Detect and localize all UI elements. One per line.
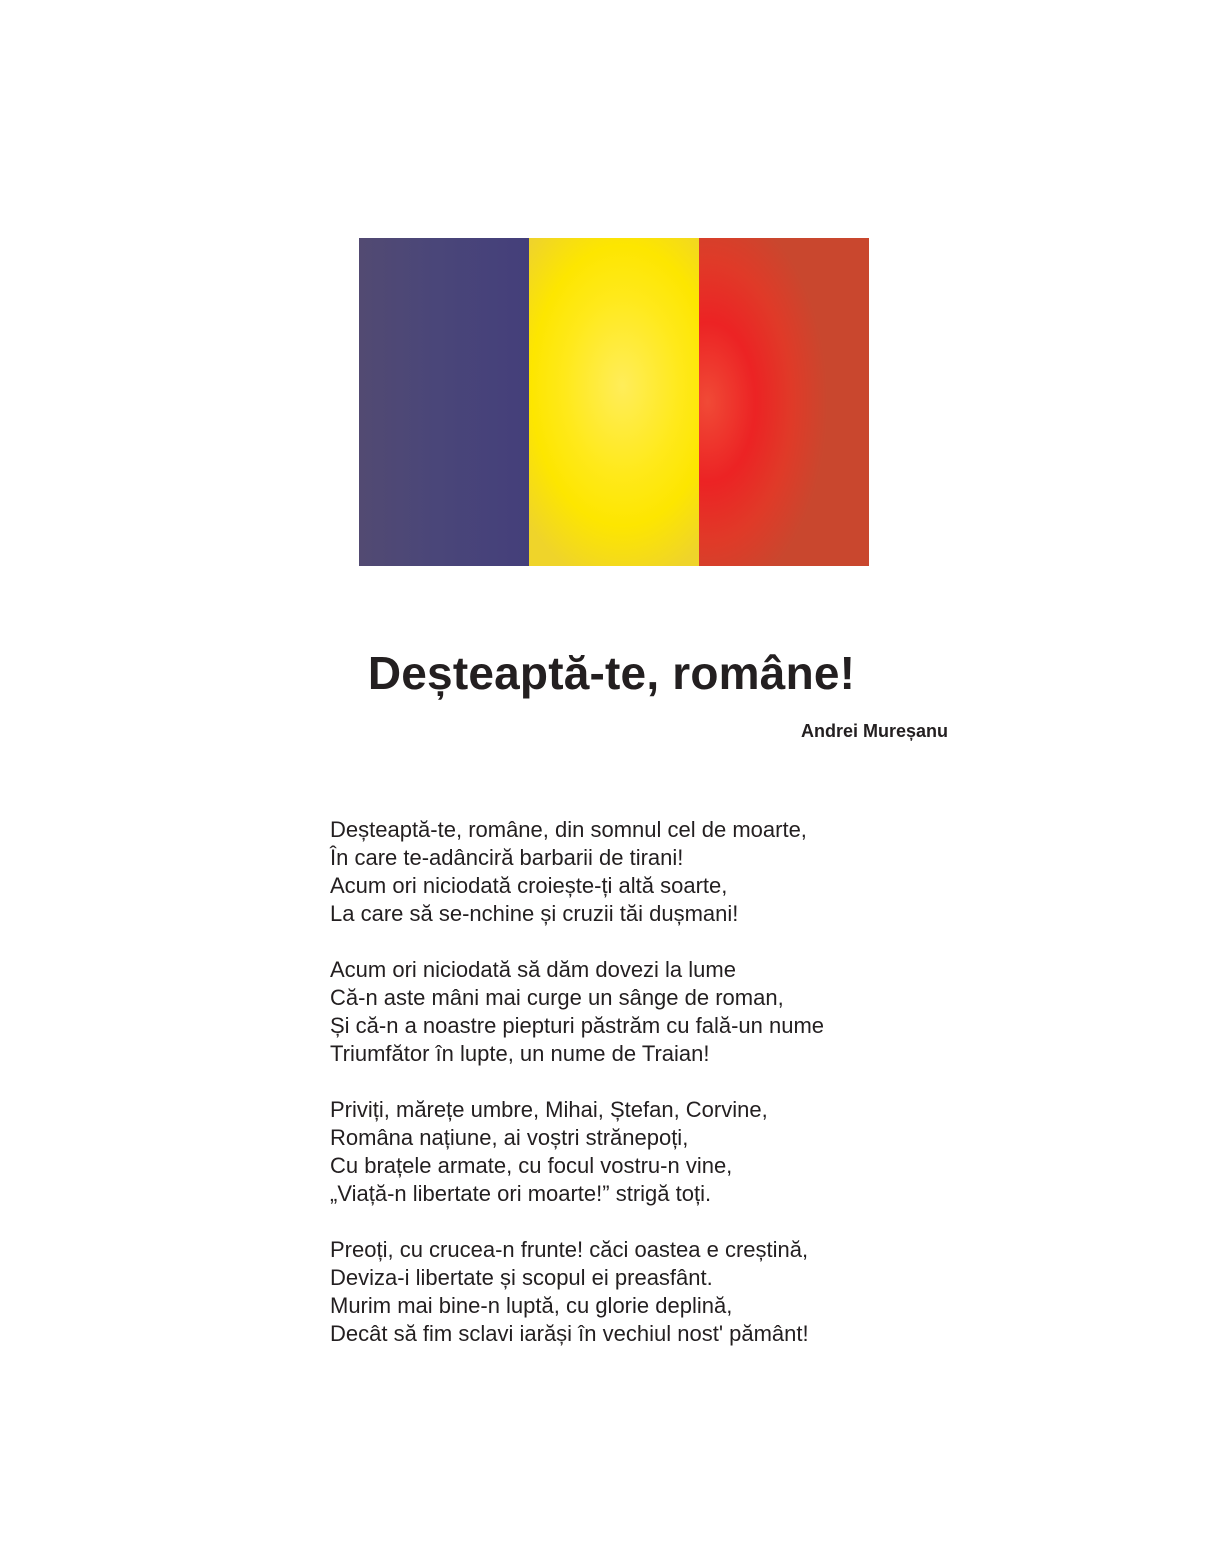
poem-line: În care te-adânciră barbarii de tirani!	[330, 845, 684, 870]
poem-line: Murim mai bine-n luptă, cu glorie deplină,	[330, 1293, 733, 1318]
poem-line: Triumfător în lupte, un nume de Traian!	[330, 1041, 710, 1066]
poem-line: Româna națiune, ai voștri strănepoți,	[330, 1125, 689, 1150]
flag-stripe-yellow	[529, 238, 699, 566]
poem-line: Deviza-i libertate și scopul ei preasfânt.	[330, 1265, 713, 1290]
poem-title: Deșteaptă-te, române!	[367, 647, 856, 699]
stanza-3	[330, 1096, 970, 1208]
poem-line: Preoți, cu crucea-n frunte! căci oastea e creștină,	[330, 1237, 809, 1262]
poem-line: Decât să fim sclavi iarăși în vechiul nost' pământ!	[330, 1321, 809, 1346]
poem-line: Și că-n a noastre piepturi păstrăm cu fală-un nume	[330, 1013, 825, 1038]
poem-line: Acum ori niciodată croiește-ți altă soarte,	[330, 873, 728, 898]
poem-line: Că-n aste mâni mai curge un sânge de roman,	[330, 985, 784, 1010]
poem-line: Acum ori niciodată să dăm dovezi la lume	[330, 957, 736, 982]
poem-line: Cu brațele armate, cu focul vostru-n vine,	[330, 1153, 733, 1178]
poem-line: Deșteaptă-te, române, din somnul cel de moarte,	[330, 817, 807, 842]
poem-line: „Viață-n libertate ori moarte!” strigă toți.	[330, 1181, 712, 1206]
stanza-4	[330, 1236, 970, 1348]
romanian-flag	[359, 238, 869, 566]
stanza-1	[330, 816, 970, 928]
poem-body	[330, 816, 970, 1376]
flag-stripe-blue	[359, 238, 529, 566]
poem-line: La care să se-nchine și cruzii tăi dușmani!	[330, 901, 739, 926]
stanza-2	[330, 956, 970, 1068]
flag-stripe-red	[699, 238, 869, 566]
poem-line: Priviți, mărețe umbre, Mihai, Ștefan, Corvine,	[330, 1097, 768, 1122]
poem-author: Andrei Mureșanu	[800, 721, 948, 741]
